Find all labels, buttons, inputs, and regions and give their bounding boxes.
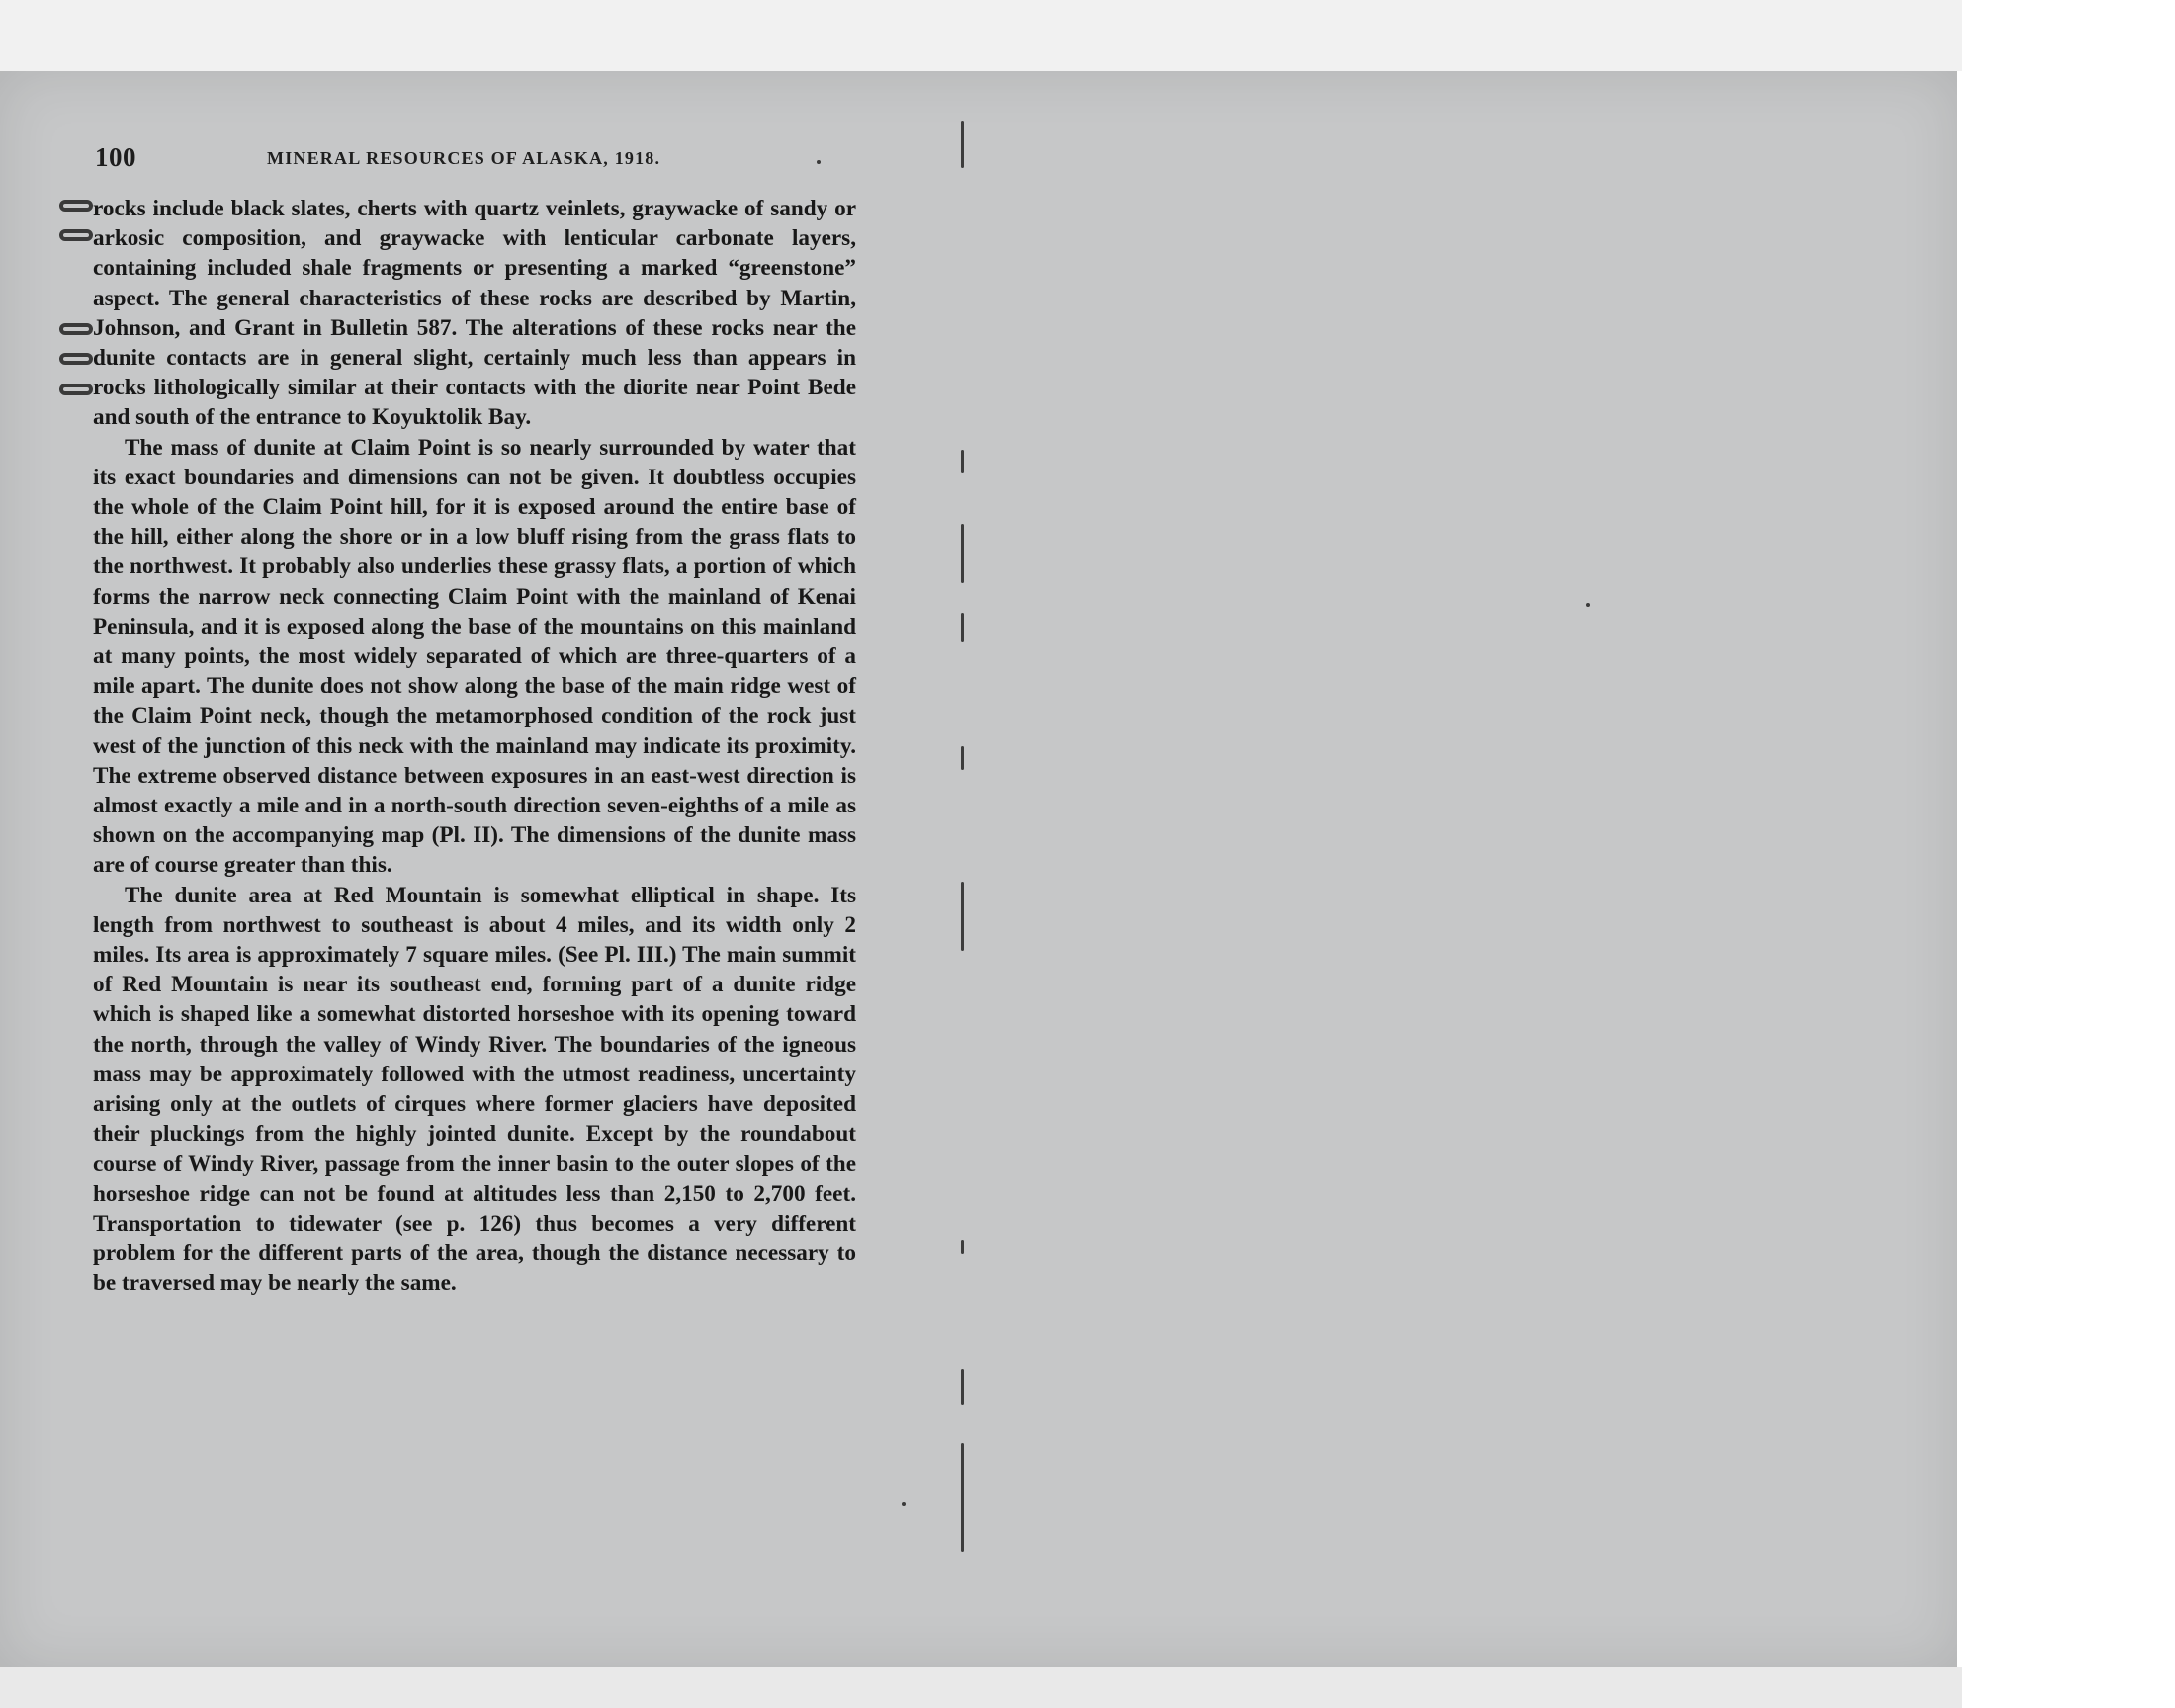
- binding-mark: [59, 384, 93, 395]
- scanner-bottom-border: [0, 1667, 1962, 1708]
- gutter-mark: [961, 882, 964, 951]
- gutter-mark: [961, 1240, 964, 1254]
- page-header: [95, 142, 846, 176]
- binding-mark: [59, 229, 93, 241]
- binding-mark: [59, 200, 93, 212]
- dust-speck: [817, 160, 821, 164]
- gutter-mark: [961, 613, 964, 642]
- gutter-mark: [961, 746, 964, 770]
- scanner-top-border: [0, 0, 1962, 71]
- paragraph-continued: rocks include black slates, cherts with quartz veinlets, graywacke of sandy or arkosic composition, and graywacke with lenticular carbonate layers, containing included shale fragments or presenting a marked “greenstone” aspect. The general characteristics of these rocks are described by Martin, Johnson, and Grant in Bulletin 587. The alterations of these rocks near the dunite contacts are in general slight, certainly much less than appears in rocks lithologically similar at their contacts with the diorite near Point Bede and south of the entrance to Koyuktolik Bay.: [93, 196, 856, 431]
- blank-right-margin: [1962, 0, 2175, 1708]
- dust-speck: [902, 1502, 906, 1506]
- paragraph-claim-point: The mass of dunite at Claim Point is so nearly surrounded by water that its exact boundaries and dimensions can not be given. It doubtless occupies the whole of the Claim Point hill, for it is exposed around the entire base of the hill, either along the shore or in a low bluff rising from the grass flats to the northwest. It probably also underlies these grassy flats, a portion of which forms the narrow neck connecting Claim Point with the mainland of Kenai Peninsula, and it is exposed along the base of the mountains on this mainland at many points, the most widely separated of which are three-quarters of a mile apart. The dunite does not show along the base of the main ridge west of the Claim Point neck, though the metamorphosed condition of the rock just west of the junction of this neck with the mainland may indicate its proximity. The extreme observed distance between exposures in an east-west direction is almost exactly a mile and in a north-south direction seven-eighths of a mile as shown on the accompanying map (Pl. II). The dimensions of the dunite mass are of course greater than this.: [93, 434, 856, 879]
- dust-speck: [1586, 603, 1590, 607]
- gutter-mark: [961, 121, 964, 168]
- paragraph-red-mountain: The dunite area at Red Mountain is somewhat elliptical in shape. Its length from northwest to southeast is about 4 miles, and its width only 2 miles. Its area is approximately 7 square miles. (See Pl. III.) The main summit of Red Mountain is near its southeast end, forming part of a dunite ridge which is shaped like a somewhat distorted horseshoe with its opening toward the north, through the valley of Windy River. The boundaries of the igneous mass may be approximately followed with the utmost readiness, uncertainty arising only at the outlets of cirques where former glaciers have deposited their pluckings from the highly jointed dunite. Except by the roundabout course of Windy River, passage from the inner basin to the outer slopes of the horseshoe ridge can not be found at altitudes less than 2,150 to 2,700 feet. Transportation to tidewater (see p. 126) thus becomes a very different problem for the different parts of the area, though the distance necessary to be traversed may be nearly the same.: [93, 882, 856, 1297]
- binding-mark: [59, 353, 93, 365]
- body-text: [93, 194, 856, 1299]
- gutter-mark: [961, 450, 964, 473]
- binding-mark: [59, 323, 93, 335]
- gutter-mark: [961, 1369, 964, 1405]
- page-number: 100: [95, 142, 136, 172]
- gutter-mark: [961, 524, 964, 583]
- gutter-mark: [961, 1443, 964, 1552]
- running-head: MINERAL RESOURCES OF ALASKA, 1918.: [267, 148, 661, 168]
